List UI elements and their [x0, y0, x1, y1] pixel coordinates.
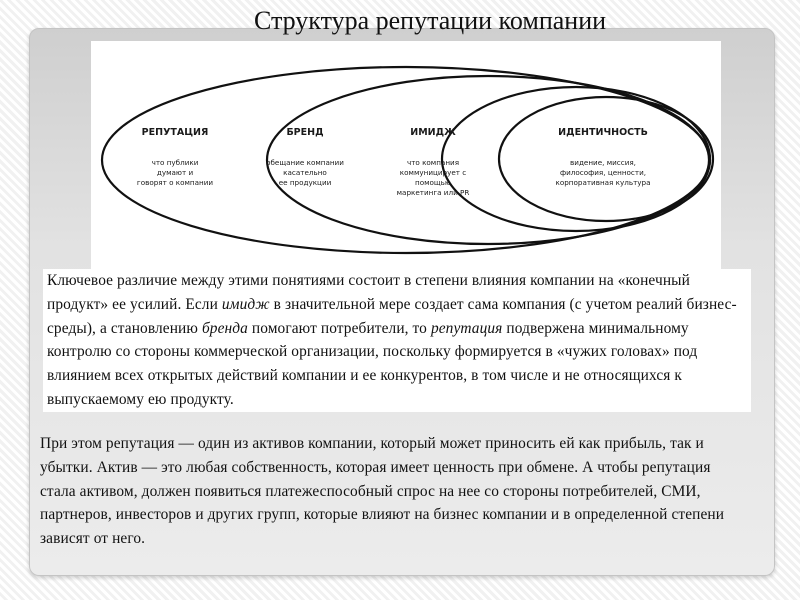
para1-italic-brand: бренда	[201, 319, 248, 337]
label-identity: ИДЕНТИЧНОСТЬ	[558, 127, 648, 138]
para1-text-2: в значительной мере создает сама компания (с учетом реалий бизнес-среды), а становлению	[47, 295, 737, 337]
label-image: ИМИДЖ	[410, 127, 456, 138]
desc-image-line3: помощью	[415, 178, 451, 187]
desc-brand-line3: ее продукции	[278, 178, 332, 187]
paragraph-key-difference	[43, 269, 751, 412]
para1-italic-image: имидж	[221, 295, 270, 313]
desc-identity-line3: корпоративная культура	[555, 178, 651, 187]
desc-identity-line2: философия, ценности,	[559, 168, 647, 177]
desc-reputation-line3: говорят о компании	[136, 178, 214, 187]
para1-text-3: помогают потребители, то	[247, 319, 431, 337]
desc-image-line2: коммуницирует с	[399, 168, 467, 177]
nested-ellipses-diagram	[91, 41, 721, 273]
para1-text-1: Ключевое различие между этими понятиями состоит в степени влияния компании на «конечный продукт» ее усилий. Если	[47, 272, 690, 313]
desc-brand-line2: касательно	[283, 168, 327, 177]
slide-title: Структура репутации компании	[253, 6, 607, 35]
label-reputation: РЕПУТАЦИЯ	[141, 127, 209, 138]
desc-reputation-line1: что публики	[151, 158, 199, 167]
para1-text-4: подвержена минимальному контролю со стороны коммерческой организации, поскольку формируется в «чужих головах» под влиянием всех открытых действий компании и ее конкурентов, в том числе и не относящихся к выпускаемому ею продукту.	[47, 319, 698, 408]
desc-image-line4: маркетинга или PR	[396, 188, 470, 197]
para1-italic-reputation: репутация	[430, 319, 503, 337]
label-brand: БРЕНД	[286, 127, 324, 138]
paragraph-reputation-asset: При этом репутация — один из активов компании, который может приносить ей как прибыль, так и убытки. Актив — это любая собственность, которая имеет ценность при обмене. А чтобы репутация стала активом, должен появиться платежеспособный спрос на нее со стороны потребителей, СМИ, партнеров, инвесторов и других групп, которые влияют на бизнес компании и в определенной степени зависят от него.	[40, 435, 725, 548]
reputation-structure-diagram	[91, 41, 721, 273]
desc-brand-line1: обещание компании	[266, 158, 344, 167]
desc-identity-line1: видение, миссия,	[570, 158, 636, 167]
desc-image-line1: что компания	[406, 158, 460, 167]
desc-reputation-line2: думают и	[156, 168, 194, 177]
